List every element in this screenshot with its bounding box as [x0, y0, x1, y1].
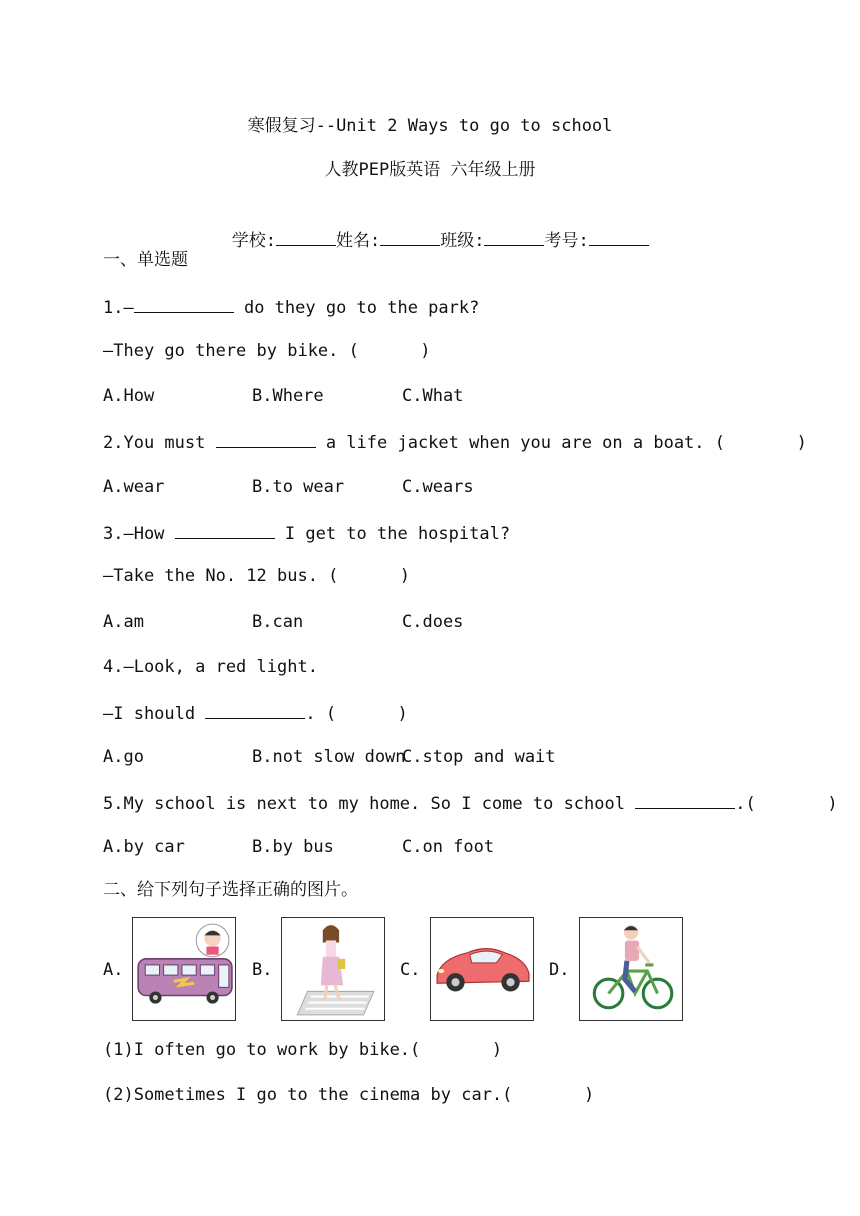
question-3-option-a[interactable]: A.am [103, 612, 144, 632]
car-icon[interactable] [430, 917, 534, 1021]
question-2-option-b[interactable]: B.to wear [252, 477, 345, 497]
question-5-option-c[interactable]: C.on foot [402, 837, 495, 857]
answer-blank[interactable] [134, 294, 234, 313]
question-1-line1: 1.— do they go to the park? [103, 294, 479, 320]
question-3-line1: 3.—How I get to the hospital? [103, 520, 510, 546]
name-label: 姓名: [335, 231, 381, 251]
class-label: 班级: [440, 231, 485, 251]
question-3-option-c[interactable]: C.does [402, 612, 464, 632]
number-blank[interactable] [589, 227, 649, 246]
question-1-option-b[interactable]: B.Where [252, 386, 324, 406]
answer-blank[interactable] [216, 429, 316, 448]
answer-blank[interactable] [175, 520, 275, 539]
section-title: 一、单选题 [103, 250, 188, 270]
page-subtitle: 人教PEP版英语 六年级上册 [324, 160, 536, 180]
question-4-option-b[interactable]: B.not slow down [252, 747, 406, 767]
walking-woman-icon[interactable] [281, 917, 385, 1021]
section-title: 二、给下列句子选择正确的图片。 [103, 880, 358, 900]
question-3-option-b[interactable]: B.can [252, 612, 304, 632]
answer-blank[interactable] [635, 790, 735, 809]
picture-sentence-2: (2)Sometimes I go to the cinema by car.( ) [103, 1085, 595, 1105]
bus-icon[interactable] [132, 917, 236, 1021]
question-4-line2: —I should . ( ) [103, 700, 408, 726]
question-4-line1: 4.—Look, a red light. [103, 657, 318, 677]
question-5-line1: 5.My school is next to my home. So I come to school .( ) [103, 790, 838, 816]
school-label: 学校: [231, 231, 276, 251]
question-2-option-c[interactable]: C.wears [402, 477, 474, 497]
picture-label-c: C. [400, 960, 421, 980]
question-5-option-b[interactable]: B.by bus [252, 837, 334, 857]
question-4-option-a[interactable]: A.go [103, 747, 144, 767]
question-4-option-c[interactable]: C.stop and wait [402, 747, 556, 767]
answer-blank[interactable] [205, 700, 305, 719]
name-blank[interactable] [380, 227, 440, 246]
school-blank[interactable] [276, 227, 336, 246]
picture-label-a: A. [103, 960, 124, 980]
question-2-option-a[interactable]: A.wear [103, 477, 165, 497]
question-1-option-c[interactable]: C.What [402, 386, 464, 406]
question-3-line2: —Take the No. 12 bus. ( ) [103, 566, 411, 586]
bike-rider-icon[interactable] [579, 917, 683, 1021]
picture-label-b: B. [252, 960, 273, 980]
question-5-option-a[interactable]: A.by car [103, 837, 185, 857]
question-1-option-a[interactable]: A.How [103, 386, 155, 406]
class-blank[interactable] [484, 227, 544, 246]
student-info-line [0, 203, 860, 253]
page-title: 寒假复习--Unit 2 Ways to go to school [247, 116, 613, 136]
picture-sentence-1: (1)I often go to work by bike.( ) [103, 1040, 503, 1060]
number-label: 考号: [544, 231, 589, 251]
picture-label-d: D. [549, 960, 570, 980]
question-1-line2: —They go there by bike. ( ) [103, 341, 431, 361]
question-2-line1: 2.You must a life jacket when you are on a boat. ( ) [103, 429, 807, 455]
